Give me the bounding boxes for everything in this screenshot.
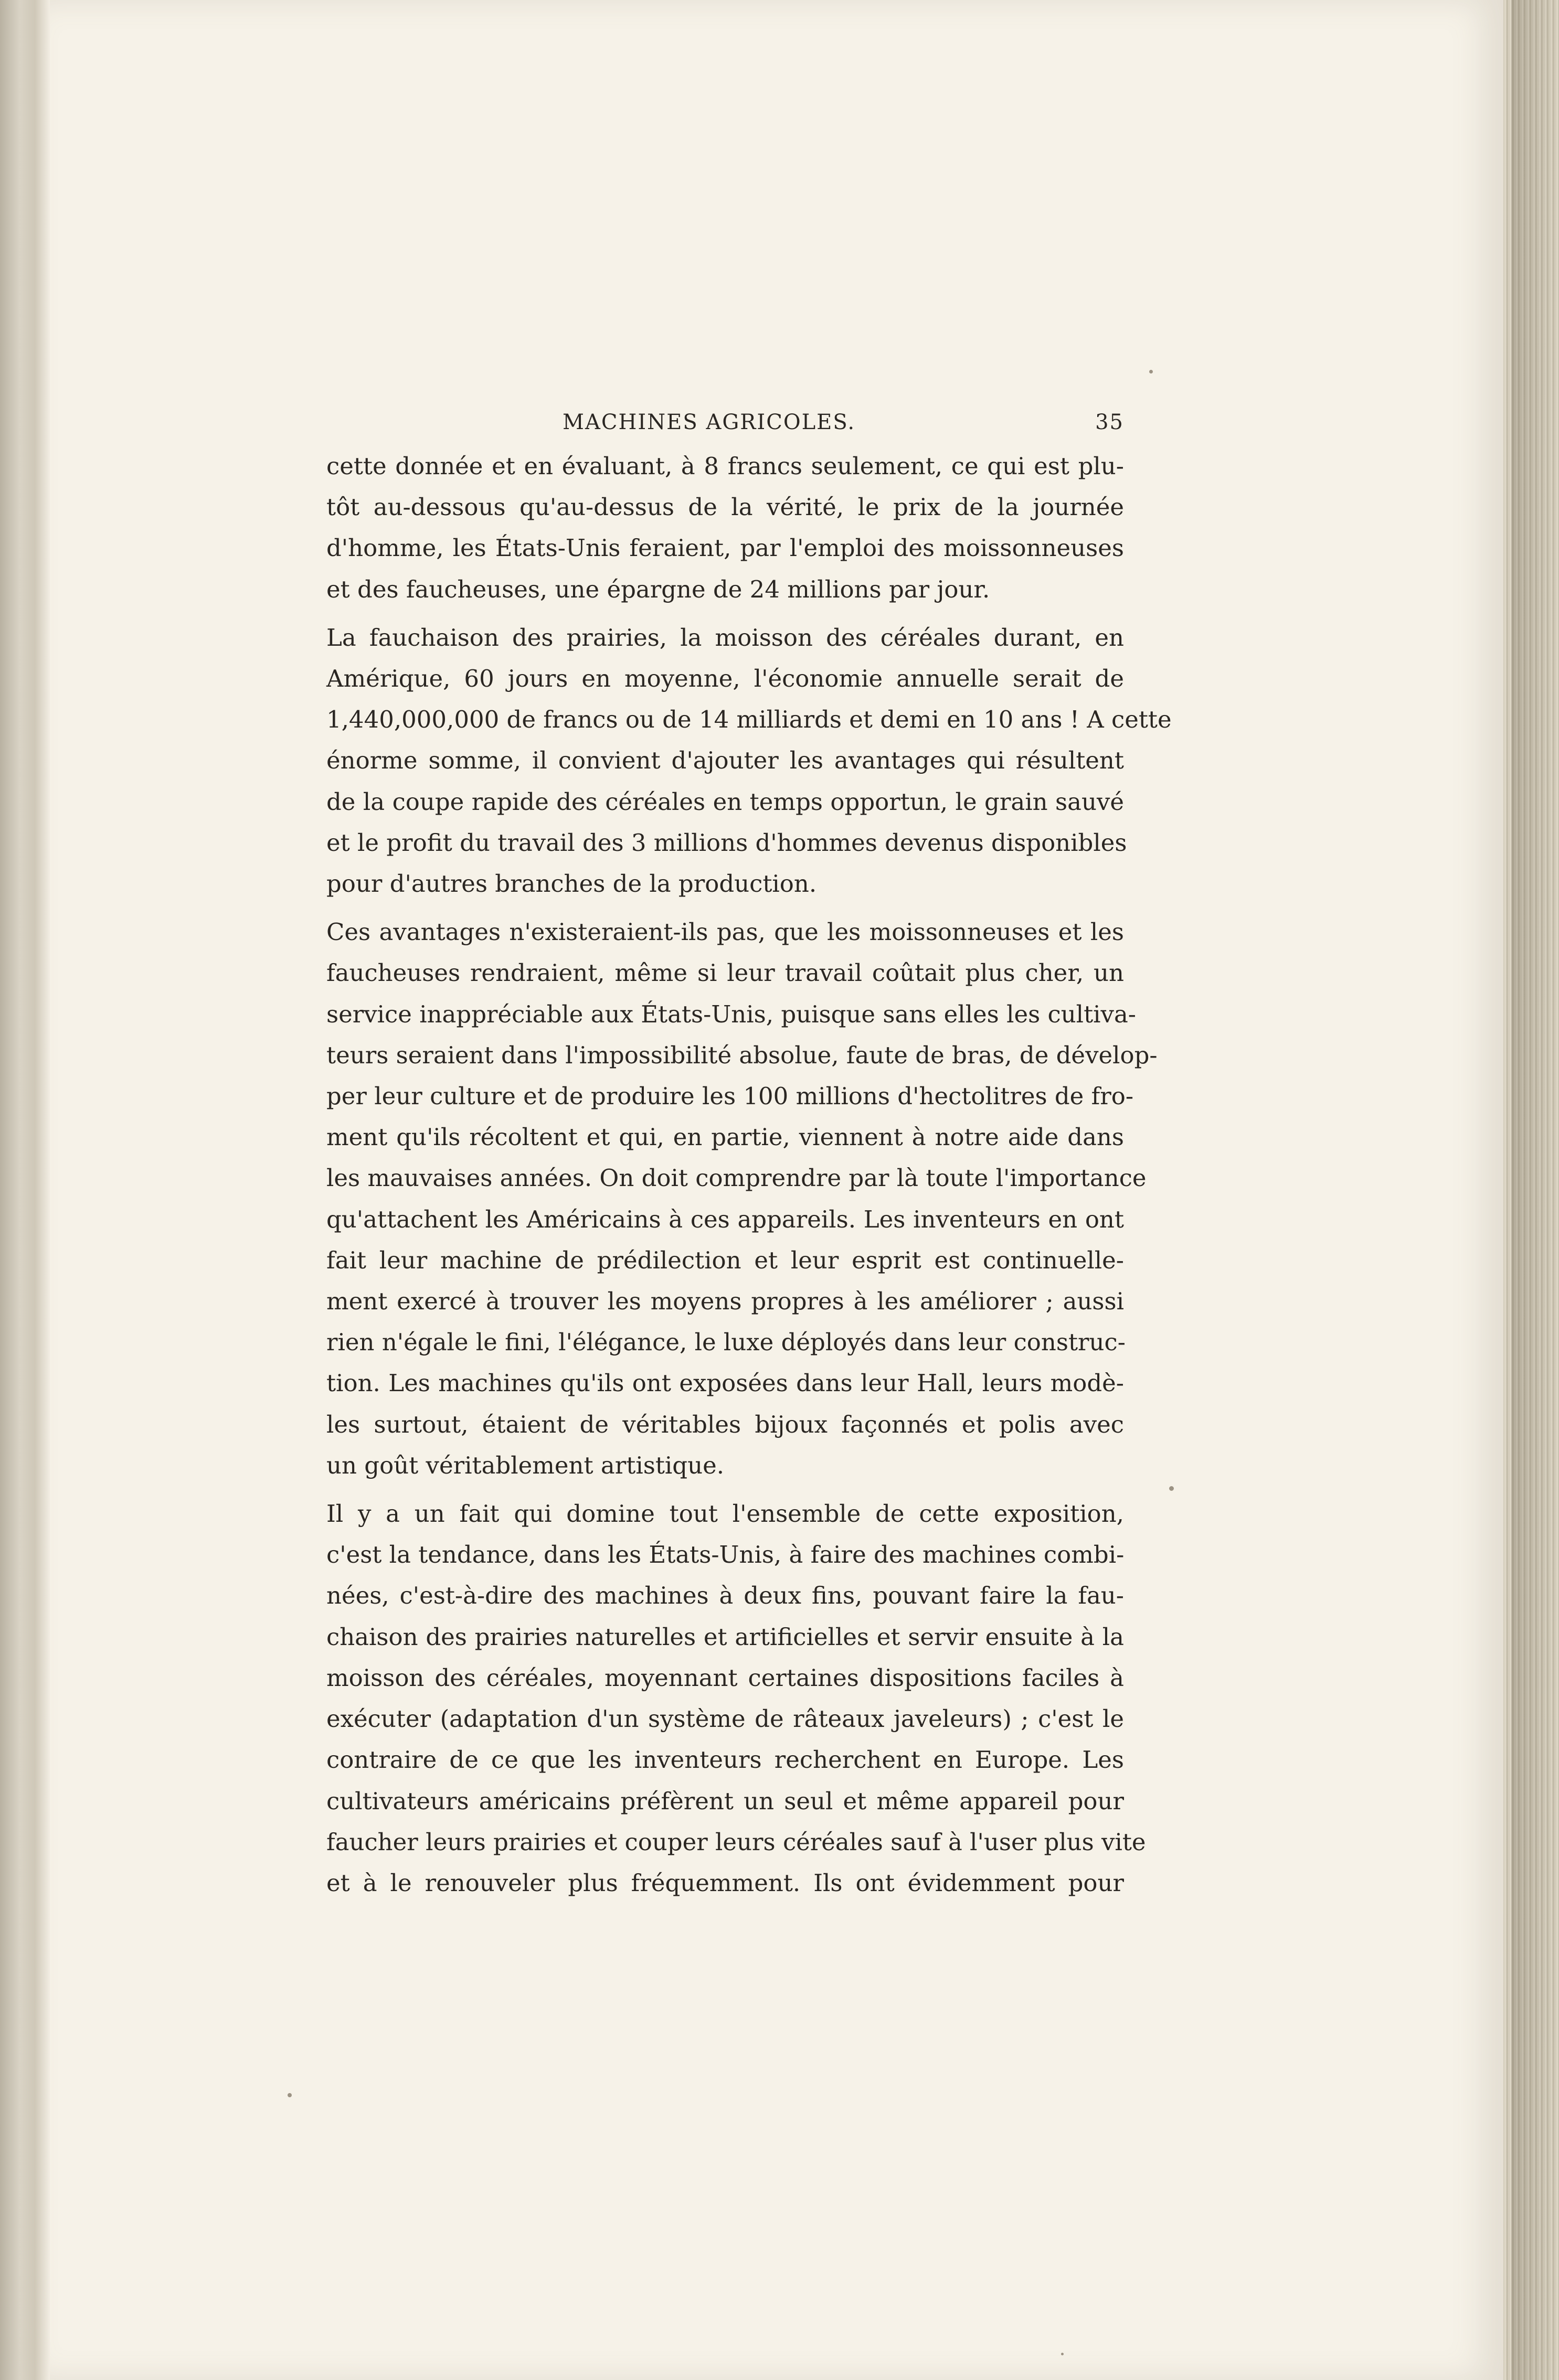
text-line: teurs seraient dans l'impossibilité absolue, faute de bras, de dévelop- xyxy=(326,1041,1158,1069)
text-line: les mauvaises années. On doit comprendre par là toute l'importance xyxy=(326,1164,1147,1192)
text-line: faucheuses rendraient, même si leur travail coûtait plus cher, un xyxy=(326,959,1124,987)
text-line: exécuter (adaptation d'un système de râteaux javeleurs) ; c'est le xyxy=(326,1705,1124,1733)
text-line: de la coupe rapide des céréales en temps opportun, le grain sauvé xyxy=(326,787,1124,816)
text-line: ment qu'ils récoltent et qui, en partie, viennent à notre aide dans xyxy=(326,1123,1124,1151)
paper-speck xyxy=(288,2093,292,2097)
text-line: Amérique, 60 jours en moyenne, l'économie annuelle serait de xyxy=(326,665,1124,693)
text-line: per leur culture et de produire les 100 millions d'hectolitres de fro- xyxy=(326,1082,1134,1111)
text-line: 1,440,000,000 de francs ou de 14 milliards et demi en 10 ans ! A cette xyxy=(326,706,1172,734)
running-title: MACHINES AGRICOLES. xyxy=(563,410,856,434)
text-line: faucher leurs prairies et couper leurs céréales sauf à l'user plus vite xyxy=(326,1828,1146,1856)
text-line: pour d'autres branches de la production. xyxy=(326,870,817,898)
paper-speck xyxy=(1169,1486,1174,1491)
paper-speck xyxy=(1061,2353,1064,2355)
paragraph-4 xyxy=(326,1493,1146,1904)
text-line: cultivateurs américains préfèrent un seul et même appareil pour xyxy=(326,1787,1124,1815)
text-line: contraire de ce que les inventeurs recherchent en Europe. Les xyxy=(326,1746,1124,1774)
text-line: cette donnée et en évaluant, à 8 francs seulement, ce qui est plu- xyxy=(326,452,1124,480)
text-line: énorme somme, il convient d'ajouter les avantages qui résultent xyxy=(326,746,1124,775)
running-header xyxy=(326,404,1124,446)
text-line: Ces avantages n'existeraient-ils pas, que les moissonneuses et les xyxy=(326,918,1124,946)
text-line: nées, c'est-à-dire des machines à deux fins, pouvant faire la fau- xyxy=(326,1582,1124,1610)
text-line: rien n'égale le fini, l'élégance, le luxe déployés dans leur construc- xyxy=(326,1328,1126,1357)
page-text-block xyxy=(326,404,1172,1911)
paper-speck xyxy=(1149,370,1153,373)
paragraph-2 xyxy=(326,617,1172,904)
page-edge-shadow xyxy=(1511,0,1559,2380)
text-line: service inappréciable aux États-Unis, puisque sans elles les cultiva- xyxy=(326,1000,1137,1028)
text-line: La fauchaison des prairies, la moisson des céréales durant, en xyxy=(326,623,1124,652)
paragraph-1 xyxy=(326,446,1124,610)
text-line: tôt au-dessous qu'au-dessus de la vérité, le prix de la journée xyxy=(326,493,1124,521)
text-line: ment exercé à trouver les moyens propres à les améliorer ; aussi xyxy=(326,1287,1124,1316)
text-line: et le profit du travail des 3 millions d'hommes devenus disponibles xyxy=(326,828,1127,857)
text-line: Il y a un fait qui domine tout l'ensemble de cette exposition, xyxy=(326,1500,1124,1528)
text-line: un goût véritablement artistique. xyxy=(326,1451,725,1479)
text-line: les surtout, étaient de véritables bijoux façonnés et polis avec xyxy=(326,1410,1124,1438)
text-line: et à le renouveler plus fréquemment. Ils ont évidemment pour xyxy=(326,1869,1124,1897)
text-line: fait leur machine de prédilection et leur esprit est continuelle- xyxy=(326,1246,1124,1274)
page-number: 35 xyxy=(1095,410,1124,434)
paragraph-3 xyxy=(326,912,1158,1486)
text-line: chaison des prairies naturelles et artificielles et servir ensuite à la xyxy=(326,1623,1124,1651)
text-line: d'homme, les États-Unis feraient, par l'emploi des moissonneuses xyxy=(326,534,1124,562)
text-line: qu'attachent les Américains à ces appareils. Les inventeurs en ont xyxy=(326,1205,1124,1233)
text-line: tion. Les machines qu'ils ont exposées dans leur Hall, leurs modè- xyxy=(326,1369,1124,1397)
text-line: et des faucheuses, une épargne de 24 millions par jour. xyxy=(326,575,990,603)
text-line: moisson des céréales, moyennant certaines dispositions faciles à xyxy=(326,1663,1124,1692)
book-gutter xyxy=(0,0,50,2380)
text-line: c'est la tendance, dans les États-Unis, à faire des machines combi- xyxy=(326,1541,1125,1569)
